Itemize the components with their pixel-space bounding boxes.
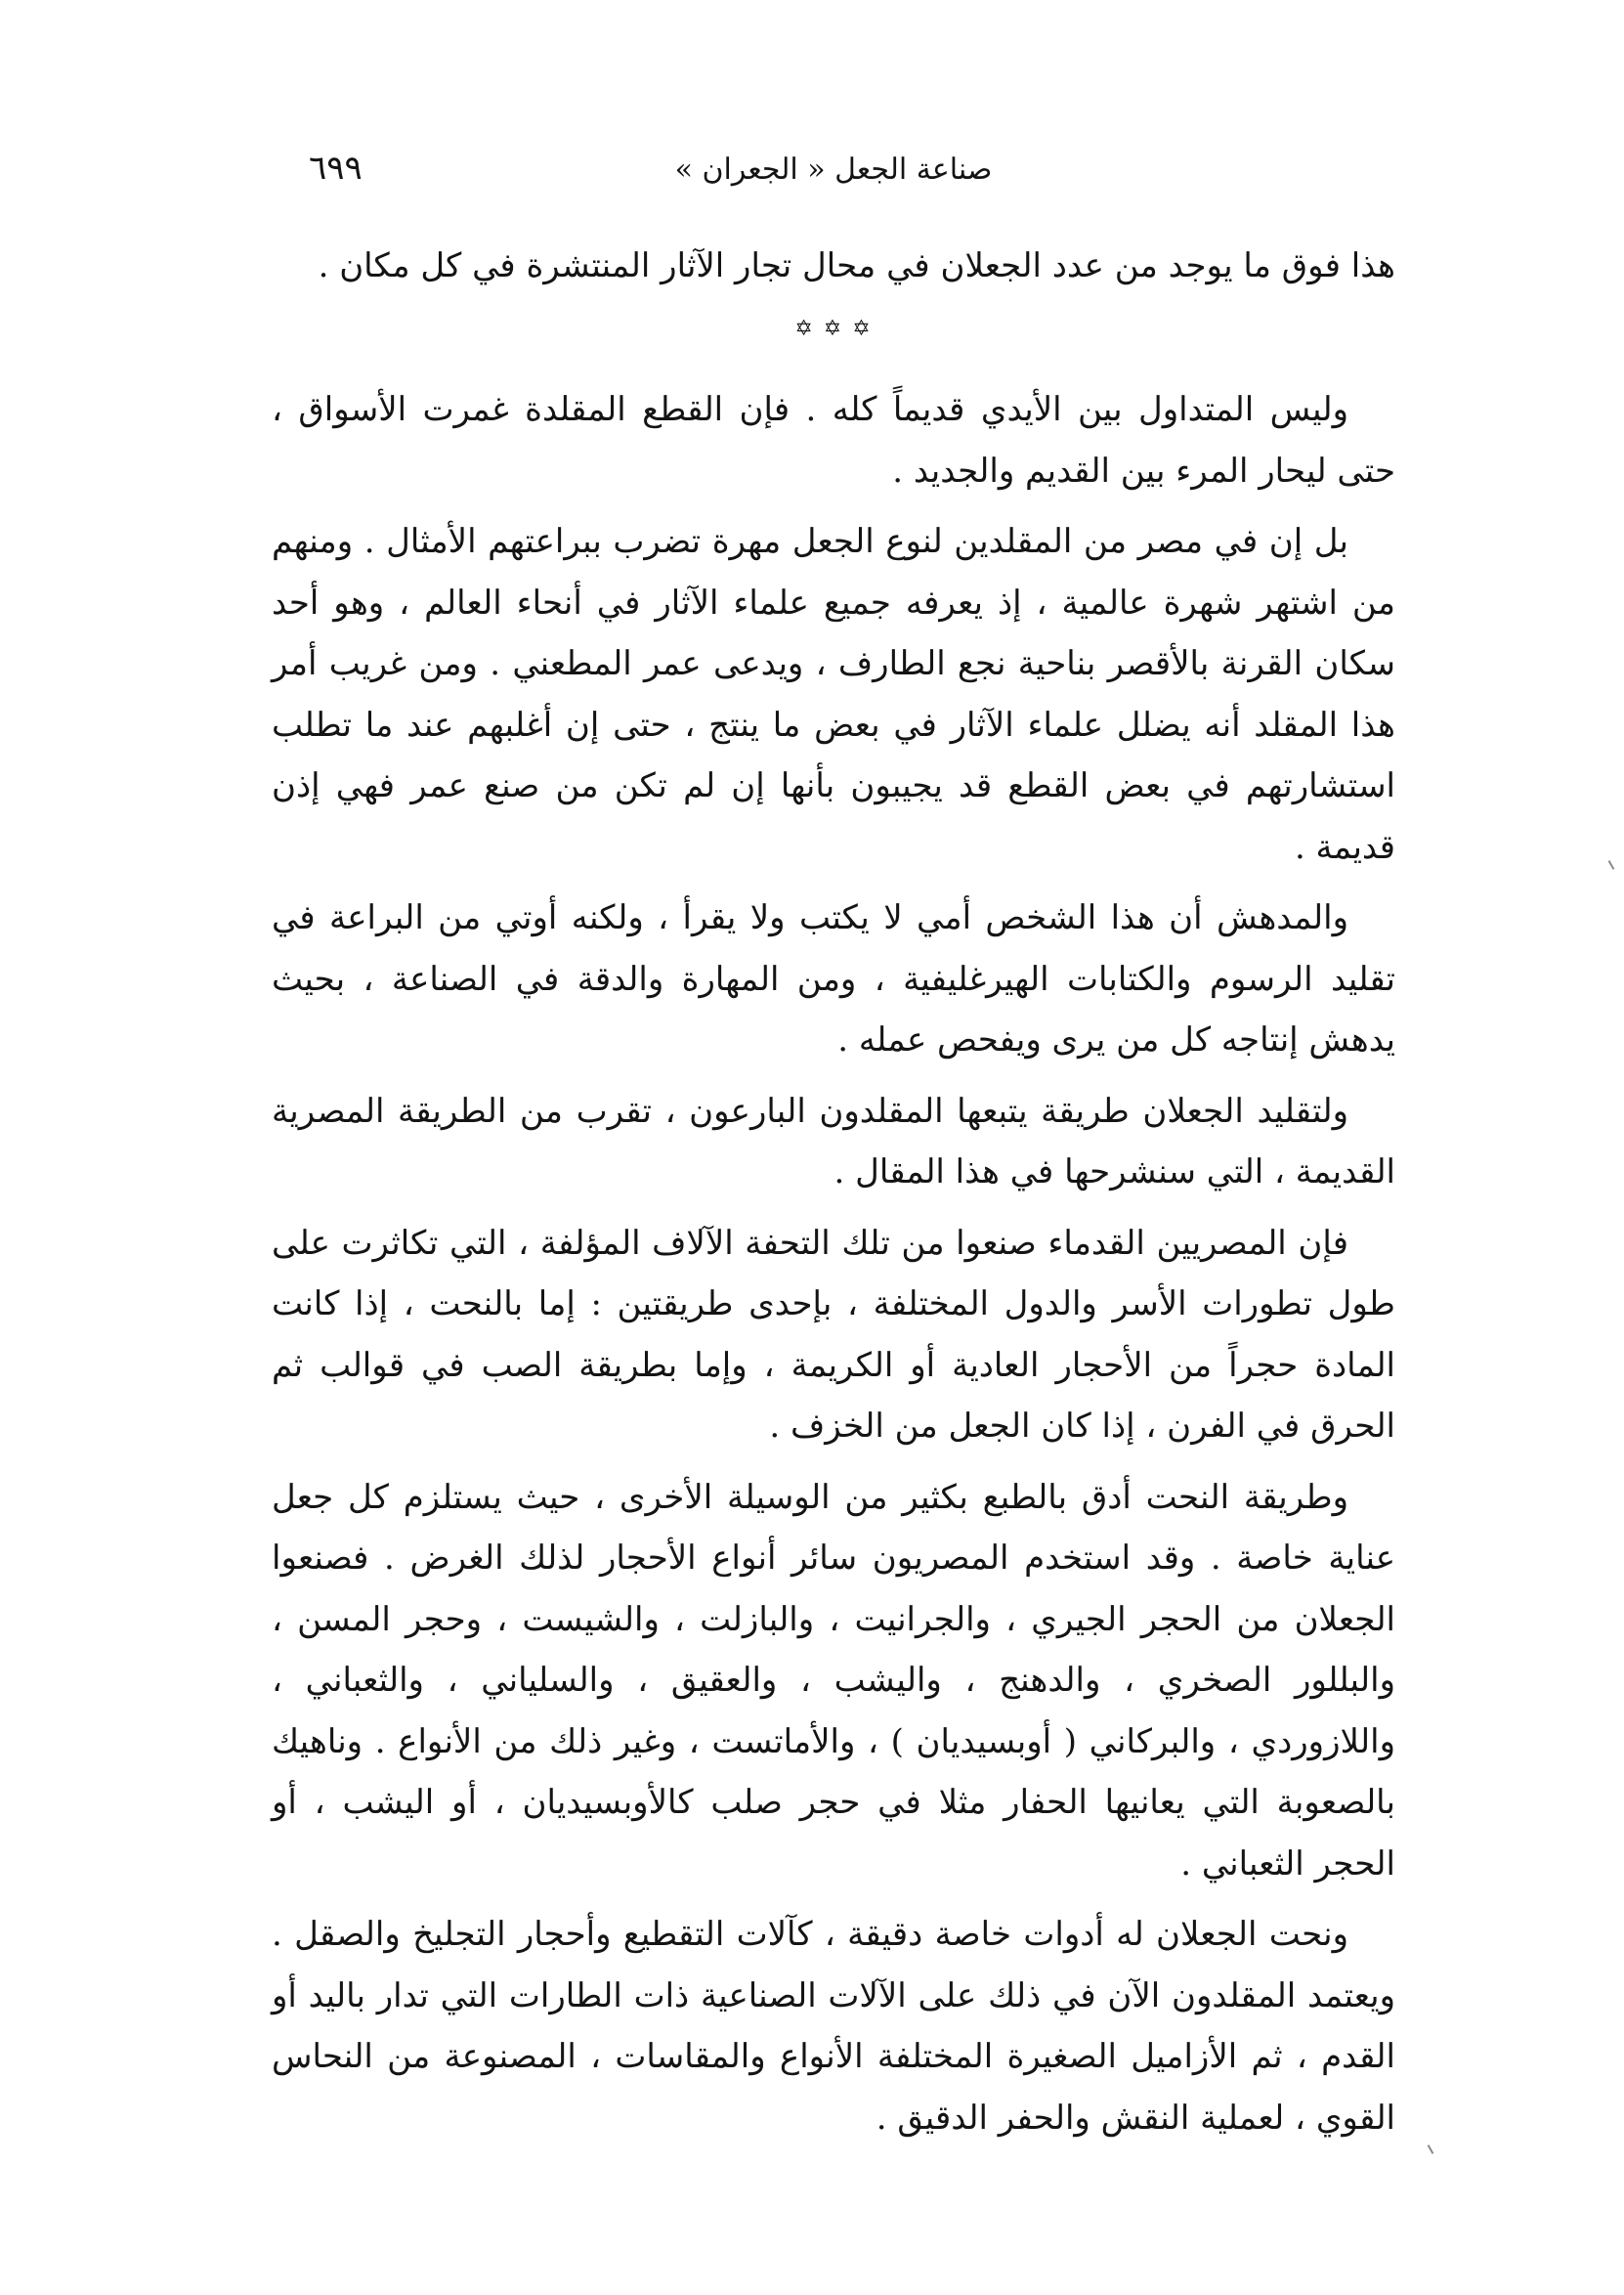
paragraph-5: فإن المصريين القدماء صنعوا من تلك التحفة الآلاف المؤلفة ، التي تكاثرت على طول تطورات الأسر والدول المختلفة ، بإحدى طريقتين : إما بالنحت ، إذا كانت المادة حجراً من الأحجار العادية أو الكريمة ، وإما بطريقة الصب في قوالب ثم الحرق في الفرن ، إذا كان الجعل من الخزف . (272, 1223, 1395, 1446)
paragraph-4: ولتقليد الجعلان طريقة يتبعها المقلدون البارعون ، تقرب من الطريقة المصرية القديمة ، التي سنشرحها في هذا المقال . (272, 1091, 1395, 1191)
lead-line: هذا فوق ما يوجد من عدد الجعلان في محال تجار الآثار المنتشرة في كل مكان . (318, 246, 1395, 285)
page-number: ٦٩٩ (309, 149, 363, 188)
running-title: صناعة الجعل « الجعران » (674, 152, 993, 187)
paragraph-6: وطريقة النحت أدق بالطبع بكثير من الوسيلة الأخرى ، حيث يستلزم كل جعل عناية خاصة . وقد استخدم المصريون سائر أنواع الأحجار لذلك الغرض . فصنعوا الجعلان من الحجر الجيري ، والجرانيت ، والبازلت ، والشيست ، وحجر المسن ، والبللور الصخري ، والدهنج ، واليشب ، والعقيق ، والسلياني ، والثعباني ، واللازوردي ، والبركاني ( أوبسيديان ) ، والأماتست ، وغير ذلك من الأنواع . وناهيك بالصعوبة التي يعانيها الحفار مثلا في حجر صلب كالأوبسيديان ، أو اليشب ، أو الحجر الثعباني . (272, 1477, 1395, 1884)
scan-edge-mark-bottom (1428, 2144, 1434, 2154)
section-ornament: ✡ ✡ ✡ (794, 317, 873, 341)
scan-edge-mark-top (1608, 860, 1615, 870)
paragraph-2: بل إن في مصر من المقلدين لنوع الجعل مهرة تضرب ببراعتهم الأمثال . ومنهم من اشتهر شهرة عالمية ، إذ يعرفه جميع علماء الآثار في أنحاء العالم ، وهو أحد سكان القرنة بالأقصر بناحية نجع الطارف ، ويدعى عمر المطعني . ومن غريب أمر هذا المقلد أنه يضلل علماء الآثار في بعض ما ينتج ، حتى إن أغلبهم عند ما تطلب استشارتهم في بعض القطع قد يجيبون بأنها إن لم تكن من صنع عمر فهي إذن قديمة . (272, 522, 1395, 867)
document-page (272, 147, 1395, 2160)
paragraph-3: والمدهش أن هذا الشخص أمي لا يكتب ولا يقرأ ، ولكنه أوتي من البراعة في تقليد الرسوم والكتابات الهيرغليفية ، ومن المهارة والدقة في الصناعة ، بحيث يدهش إنتاجه كل من يرى ويفحص عمله . (272, 898, 1395, 1060)
paragraph-1: وليس المتداول بين الأيدي قديماً كله . فإن القطع المقلدة غمرت الأسواق ، حتى ليحار المرء بين القديم والجديد . (272, 390, 1395, 491)
paragraph-7: ونحت الجعلان له أدوات خاصة دقيقة ، كآلات التقطيع وأحجار التجليخ والصقل . ويعتمد المقلدون الآن في ذلك على الآلات الصناعية ذات الطارات التي تدار باليد أو القدم ، ثم الأزاميل الصغيرة المختلفة الأنواع والمقاسات ، المصنوعة من النحاس القوي ، لعملية النقش والحفر الدقيق . (272, 1915, 1395, 2138)
page-header (272, 147, 1395, 215)
